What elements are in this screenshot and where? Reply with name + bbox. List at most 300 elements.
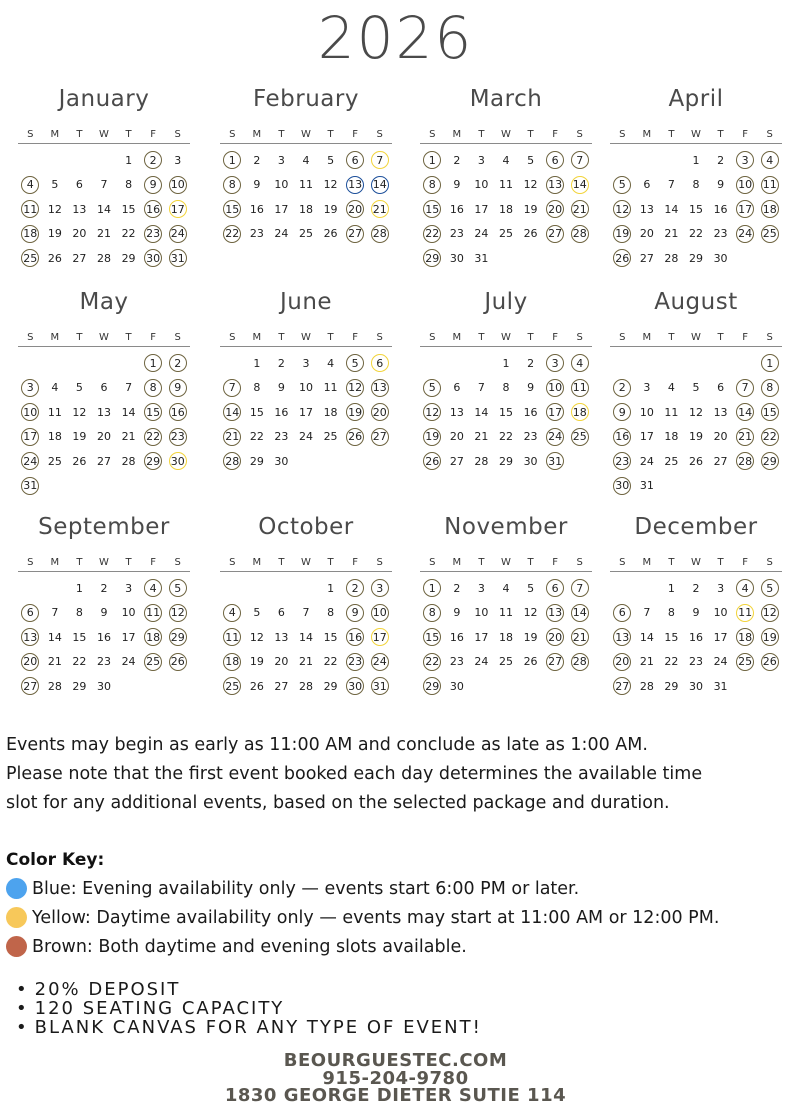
day-cell — [245, 173, 270, 198]
day-cell-available[interactable] — [367, 625, 392, 650]
day-number: 24 — [274, 227, 289, 241]
day-number: 22 — [323, 655, 338, 669]
day-cell-available[interactable] — [733, 173, 758, 198]
day-cell-available[interactable] — [18, 674, 43, 699]
feature-list — [16, 980, 482, 1037]
day-cell-available[interactable] — [757, 601, 782, 626]
day-cell-available[interactable] — [343, 351, 368, 376]
day-cell-available[interactable] — [165, 625, 190, 650]
day-cell-available[interactable] — [220, 400, 245, 425]
day-cell — [245, 601, 270, 626]
day-cell-available[interactable] — [610, 376, 635, 401]
day-cell-available[interactable] — [343, 197, 368, 222]
day-cell-available[interactable] — [343, 425, 368, 450]
day-cell-available[interactable] — [367, 222, 392, 247]
day-cell-available[interactable] — [18, 173, 43, 198]
day-cell — [684, 425, 709, 450]
day-cell-available[interactable] — [220, 197, 245, 222]
day-cell — [708, 376, 733, 401]
day-cell-available[interactable] — [141, 650, 166, 675]
day-number: 7 — [51, 606, 59, 620]
day-cell-available[interactable] — [757, 650, 782, 675]
day-cell — [659, 625, 684, 650]
day-cell-available[interactable] — [141, 173, 166, 198]
day-cell — [445, 576, 470, 601]
day-cell-available[interactable] — [567, 351, 592, 376]
weekday-label: T — [668, 332, 675, 343]
day-cell-available[interactable] — [18, 425, 43, 450]
day-cell-available[interactable] — [165, 425, 190, 450]
day-cell-available[interactable] — [367, 400, 392, 425]
day-cell — [684, 148, 709, 173]
day-cell-available[interactable] — [610, 222, 635, 247]
day-cell — [92, 674, 117, 699]
day-cell-available[interactable] — [343, 674, 368, 699]
day-number: 21 — [96, 227, 111, 241]
day-cell-available[interactable] — [220, 674, 245, 699]
day-cell-available[interactable] — [18, 601, 43, 626]
day-number: 17 — [474, 202, 489, 216]
day-cell-available[interactable] — [757, 222, 782, 247]
empty-cell — [92, 351, 117, 376]
day-number: 4 — [761, 151, 779, 169]
day-number: 31 — [371, 677, 389, 695]
day-cell-available[interactable] — [567, 400, 592, 425]
day-cell — [116, 246, 141, 271]
day-number: 13 — [274, 630, 289, 644]
day-cell-available[interactable] — [733, 376, 758, 401]
day-cell — [708, 425, 733, 450]
day-cell — [684, 173, 709, 198]
day-cell-available[interactable] — [610, 601, 635, 626]
day-cell-available[interactable] — [567, 576, 592, 601]
day-cell — [92, 222, 117, 247]
day-cell-available[interactable] — [343, 400, 368, 425]
day-cell-available[interactable] — [543, 197, 568, 222]
day-cell-available[interactable] — [18, 222, 43, 247]
day-number: 14 — [639, 630, 654, 644]
day-cell-available[interactable] — [610, 449, 635, 474]
day-cell-available[interactable] — [141, 449, 166, 474]
day-number: 19 — [523, 202, 538, 216]
weekday-label: S — [376, 557, 383, 568]
day-cell — [245, 425, 270, 450]
month-february — [220, 82, 392, 246]
day-number: 7 — [125, 381, 133, 395]
day-cell-available[interactable] — [343, 173, 368, 198]
day-number: 13 — [449, 405, 464, 419]
day-number: 25 — [298, 227, 313, 241]
day-cell-available[interactable] — [141, 425, 166, 450]
day-cell-available[interactable] — [220, 376, 245, 401]
day-cell — [659, 674, 684, 699]
day-cell-available[interactable] — [543, 400, 568, 425]
day-cell — [684, 576, 709, 601]
day-cell-available[interactable] — [367, 173, 392, 198]
day-cell-available[interactable] — [141, 222, 166, 247]
day-number: 21 — [571, 200, 589, 218]
day-grid — [420, 351, 592, 474]
day-cell-available[interactable] — [141, 400, 166, 425]
day-cell — [245, 650, 270, 675]
day-number: 19 — [346, 403, 364, 421]
day-number: 28 — [571, 225, 589, 243]
day-cell-available[interactable] — [757, 425, 782, 450]
day-cell — [43, 222, 68, 247]
day-cell-available[interactable] — [420, 576, 445, 601]
day-cell-available[interactable] — [220, 601, 245, 626]
day-cell-available[interactable] — [757, 376, 782, 401]
day-cell-available[interactable] — [567, 425, 592, 450]
day-number: 21 — [47, 655, 62, 669]
day-cell-available[interactable] — [420, 674, 445, 699]
day-number: 15 — [121, 202, 136, 216]
day-number: 25 — [498, 227, 513, 241]
day-cell-available[interactable] — [18, 376, 43, 401]
empty-cell — [245, 576, 270, 601]
day-cell-available[interactable] — [165, 601, 190, 626]
day-number: 16 — [144, 200, 162, 218]
day-cell-available[interactable] — [757, 449, 782, 474]
day-cell-available[interactable] — [367, 425, 392, 450]
day-number: 20 — [546, 200, 564, 218]
day-cell — [318, 674, 343, 699]
day-cell — [708, 601, 733, 626]
day-cell — [635, 474, 660, 499]
day-cell-available[interactable] — [420, 625, 445, 650]
day-number: 28 — [223, 452, 241, 470]
day-cell-available[interactable] — [543, 576, 568, 601]
day-number: 31 — [169, 249, 187, 267]
day-cell-available[interactable] — [165, 222, 190, 247]
day-cell-available[interactable] — [610, 400, 635, 425]
day-cell — [43, 376, 68, 401]
day-cell-available[interactable] — [165, 650, 190, 675]
day-cell — [269, 650, 294, 675]
day-number: 4 — [502, 153, 510, 167]
day-cell-available[interactable] — [543, 625, 568, 650]
day-cell-available[interactable] — [343, 625, 368, 650]
day-cell — [659, 246, 684, 271]
day-cell-available[interactable] — [420, 425, 445, 450]
day-cell-available[interactable] — [367, 576, 392, 601]
day-cell-available[interactable] — [165, 351, 190, 376]
day-number: 28 — [121, 454, 136, 468]
day-cell-available[interactable] — [18, 449, 43, 474]
day-cell-available[interactable] — [165, 576, 190, 601]
website-link[interactable]: BEOURGUESTEC.COM — [283, 1050, 508, 1071]
day-cell-available[interactable] — [610, 246, 635, 271]
day-cell-available[interactable] — [18, 400, 43, 425]
day-number: 3 — [277, 153, 285, 167]
day-cell — [469, 376, 494, 401]
day-cell-available[interactable] — [420, 650, 445, 675]
day-cell-available[interactable] — [733, 425, 758, 450]
day-number: 22 — [223, 225, 241, 243]
day-cell-available[interactable] — [367, 601, 392, 626]
day-cell-available[interactable] — [220, 425, 245, 450]
day-cell-available[interactable] — [610, 674, 635, 699]
day-cell-available[interactable] — [420, 222, 445, 247]
day-cell-available[interactable] — [141, 601, 166, 626]
day-cell — [116, 425, 141, 450]
day-cell — [116, 576, 141, 601]
day-number: 6 — [717, 381, 725, 395]
day-cell-available[interactable] — [367, 148, 392, 173]
day-number: 24 — [169, 225, 187, 243]
day-cell-available[interactable] — [18, 197, 43, 222]
empty-cell — [610, 351, 635, 376]
day-cell-available[interactable] — [543, 351, 568, 376]
day-cell-available[interactable] — [343, 222, 368, 247]
day-number: 10 — [639, 405, 654, 419]
day-cell-available[interactable] — [343, 650, 368, 675]
day-cell-available[interactable] — [567, 376, 592, 401]
day-cell-available[interactable] — [757, 576, 782, 601]
day-number: 13 — [346, 176, 364, 194]
empty-cell — [18, 351, 43, 376]
weekday-label: M — [50, 332, 60, 343]
day-cell-available[interactable] — [220, 650, 245, 675]
day-cell-available[interactable] — [343, 148, 368, 173]
day-cell-available[interactable] — [165, 246, 190, 271]
day-cell-available[interactable] — [141, 625, 166, 650]
day-number: 22 — [423, 653, 441, 671]
day-number: 12 — [688, 405, 703, 419]
day-cell — [708, 246, 733, 271]
day-number: 6 — [546, 151, 564, 169]
day-cell-available[interactable] — [757, 400, 782, 425]
day-cell-available[interactable] — [220, 173, 245, 198]
day-cell-available[interactable] — [220, 625, 245, 650]
day-cell-available[interactable] — [420, 376, 445, 401]
day-cell-available[interactable] — [733, 449, 758, 474]
day-cell — [494, 376, 519, 401]
day-number: 21 — [121, 430, 136, 444]
day-number: 3 — [643, 381, 651, 395]
day-cell-available[interactable] — [367, 197, 392, 222]
day-cell-available[interactable] — [141, 376, 166, 401]
day-cell-available[interactable] — [567, 625, 592, 650]
day-cell-available[interactable] — [367, 376, 392, 401]
empty-cell — [43, 576, 68, 601]
day-number: 24 — [736, 225, 754, 243]
day-number: 29 — [249, 454, 264, 468]
day-cell-available[interactable] — [220, 449, 245, 474]
day-cell-available[interactable] — [543, 376, 568, 401]
day-cell-available[interactable] — [733, 625, 758, 650]
day-cell-available[interactable] — [733, 400, 758, 425]
day-cell-available[interactable] — [567, 601, 592, 626]
day-number: 8 — [667, 606, 675, 620]
day-number: 9 — [277, 381, 285, 395]
day-cell-available[interactable] — [141, 246, 166, 271]
day-cell — [708, 576, 733, 601]
day-number: 2 — [346, 579, 364, 597]
day-cell-available[interactable] — [367, 351, 392, 376]
day-cell-available[interactable] — [543, 601, 568, 626]
day-cell — [518, 625, 543, 650]
day-cell — [635, 425, 660, 450]
day-cell-available[interactable] — [367, 650, 392, 675]
day-number: 1 — [423, 579, 441, 597]
day-number: 13 — [21, 628, 39, 646]
month-july — [420, 285, 592, 474]
day-cell — [269, 674, 294, 699]
weekday-label: F — [552, 557, 559, 568]
day-number: 2 — [717, 153, 725, 167]
weekday-label: S — [27, 332, 34, 343]
day-cell-available[interactable] — [18, 625, 43, 650]
day-cell — [245, 351, 270, 376]
day-number: 25 — [21, 249, 39, 267]
day-cell-available[interactable] — [367, 674, 392, 699]
day-cell-available[interactable] — [420, 400, 445, 425]
day-number: 23 — [346, 653, 364, 671]
day-cell-available[interactable] — [567, 222, 592, 247]
day-number: 17 — [169, 200, 187, 218]
empty-cell — [43, 351, 68, 376]
weekday-label: S — [27, 557, 34, 568]
day-cell-available[interactable] — [220, 222, 245, 247]
day-cell — [245, 197, 270, 222]
phone-number[interactable]: 915-204-9780 — [322, 1067, 469, 1089]
day-cell-available[interactable] — [733, 650, 758, 675]
day-cell-available[interactable] — [757, 625, 782, 650]
day-number: 7 — [667, 178, 675, 192]
day-number: 24 — [474, 655, 489, 669]
day-cell-available[interactable] — [165, 449, 190, 474]
day-cell — [294, 222, 319, 247]
day-cell-available[interactable] — [610, 625, 635, 650]
day-cell-available[interactable] — [610, 650, 635, 675]
day-number: 23 — [449, 227, 464, 241]
day-cell — [245, 674, 270, 699]
day-cell — [294, 173, 319, 198]
day-cell-available[interactable] — [543, 650, 568, 675]
day-cell — [469, 625, 494, 650]
day-cell-available[interactable] — [420, 173, 445, 198]
day-cell-available[interactable] — [610, 474, 635, 499]
day-number: 17 — [298, 405, 313, 419]
day-cell — [269, 400, 294, 425]
day-cell-available[interactable] — [543, 148, 568, 173]
day-cell-available[interactable] — [733, 601, 758, 626]
empty-cell — [116, 351, 141, 376]
day-cell-available[interactable] — [733, 222, 758, 247]
day-cell — [469, 246, 494, 271]
day-number: 10 — [371, 604, 389, 622]
day-number: 10 — [274, 178, 289, 192]
day-number: 11 — [498, 606, 513, 620]
day-cell-available[interactable] — [165, 173, 190, 198]
day-cell-available[interactable] — [420, 601, 445, 626]
day-cell — [67, 650, 92, 675]
day-cell-available[interactable] — [610, 425, 635, 450]
day-cell-available[interactable] — [543, 449, 568, 474]
day-cell-available[interactable] — [220, 148, 245, 173]
day-cell-available[interactable] — [165, 376, 190, 401]
day-cell — [294, 351, 319, 376]
day-number: 16 — [96, 630, 111, 644]
day-cell — [67, 376, 92, 401]
day-number: 5 — [423, 379, 441, 397]
day-number: 9 — [453, 178, 461, 192]
day-cell-available[interactable] — [757, 173, 782, 198]
weekday-label: F — [352, 129, 359, 140]
day-cell-available[interactable] — [165, 197, 190, 222]
day-cell — [469, 173, 494, 198]
day-cell-available[interactable] — [610, 173, 635, 198]
day-number: 30 — [346, 677, 364, 695]
day-cell-available[interactable] — [757, 197, 782, 222]
day-cell-available[interactable] — [343, 601, 368, 626]
day-cell — [445, 376, 470, 401]
day-cell-available[interactable] — [141, 576, 166, 601]
weekday-label: W — [99, 332, 109, 343]
empty-cell — [659, 148, 684, 173]
day-number: 30 — [96, 679, 111, 693]
day-number: 8 — [502, 381, 510, 395]
feature-item: • 120 SEATING CAPACITY — [16, 999, 482, 1018]
day-cell-available[interactable] — [165, 400, 190, 425]
day-cell-available[interactable] — [420, 148, 445, 173]
day-cell-available[interactable] — [420, 449, 445, 474]
month-september — [18, 510, 190, 699]
day-cell-available[interactable] — [343, 576, 368, 601]
weekday-label: S — [376, 129, 383, 140]
day-cell-available[interactable] — [141, 197, 166, 222]
day-number: 23 — [688, 655, 703, 669]
day-number: 5 — [527, 581, 535, 595]
day-number: 4 — [144, 579, 162, 597]
day-cell-available[interactable] — [18, 474, 43, 499]
day-cell-available[interactable] — [567, 148, 592, 173]
day-number: 27 — [449, 454, 464, 468]
day-number: 18 — [498, 202, 513, 216]
day-cell-available[interactable] — [567, 650, 592, 675]
day-cell-available[interactable] — [733, 576, 758, 601]
day-cell-available[interactable] — [610, 197, 635, 222]
day-cell-available[interactable] — [543, 173, 568, 198]
day-cell-available[interactable] — [543, 222, 568, 247]
day-cell-available[interactable] — [757, 351, 782, 376]
day-cell-available[interactable] — [757, 148, 782, 173]
day-cell-available[interactable] — [567, 197, 592, 222]
day-cell-available[interactable] — [343, 376, 368, 401]
day-cell-available[interactable] — [733, 148, 758, 173]
day-cell-available[interactable] — [18, 246, 43, 271]
weekday-header-row — [18, 325, 190, 347]
day-number: 12 — [47, 202, 62, 216]
day-number: 1 — [144, 354, 162, 372]
weekday-label: S — [174, 557, 181, 568]
day-cell-available[interactable] — [141, 351, 166, 376]
day-cell-available[interactable] — [543, 425, 568, 450]
day-number: 6 — [100, 381, 108, 395]
day-cell-available[interactable] — [420, 246, 445, 271]
day-cell — [318, 173, 343, 198]
day-cell-available[interactable] — [141, 148, 166, 173]
weekday-label: T — [327, 129, 334, 140]
day-cell-available[interactable] — [567, 173, 592, 198]
day-cell-available[interactable] — [733, 197, 758, 222]
day-cell-available[interactable] — [18, 650, 43, 675]
day-cell — [469, 148, 494, 173]
day-cell-available[interactable] — [420, 197, 445, 222]
day-number: 28 — [298, 679, 313, 693]
day-number: 2 — [253, 153, 261, 167]
